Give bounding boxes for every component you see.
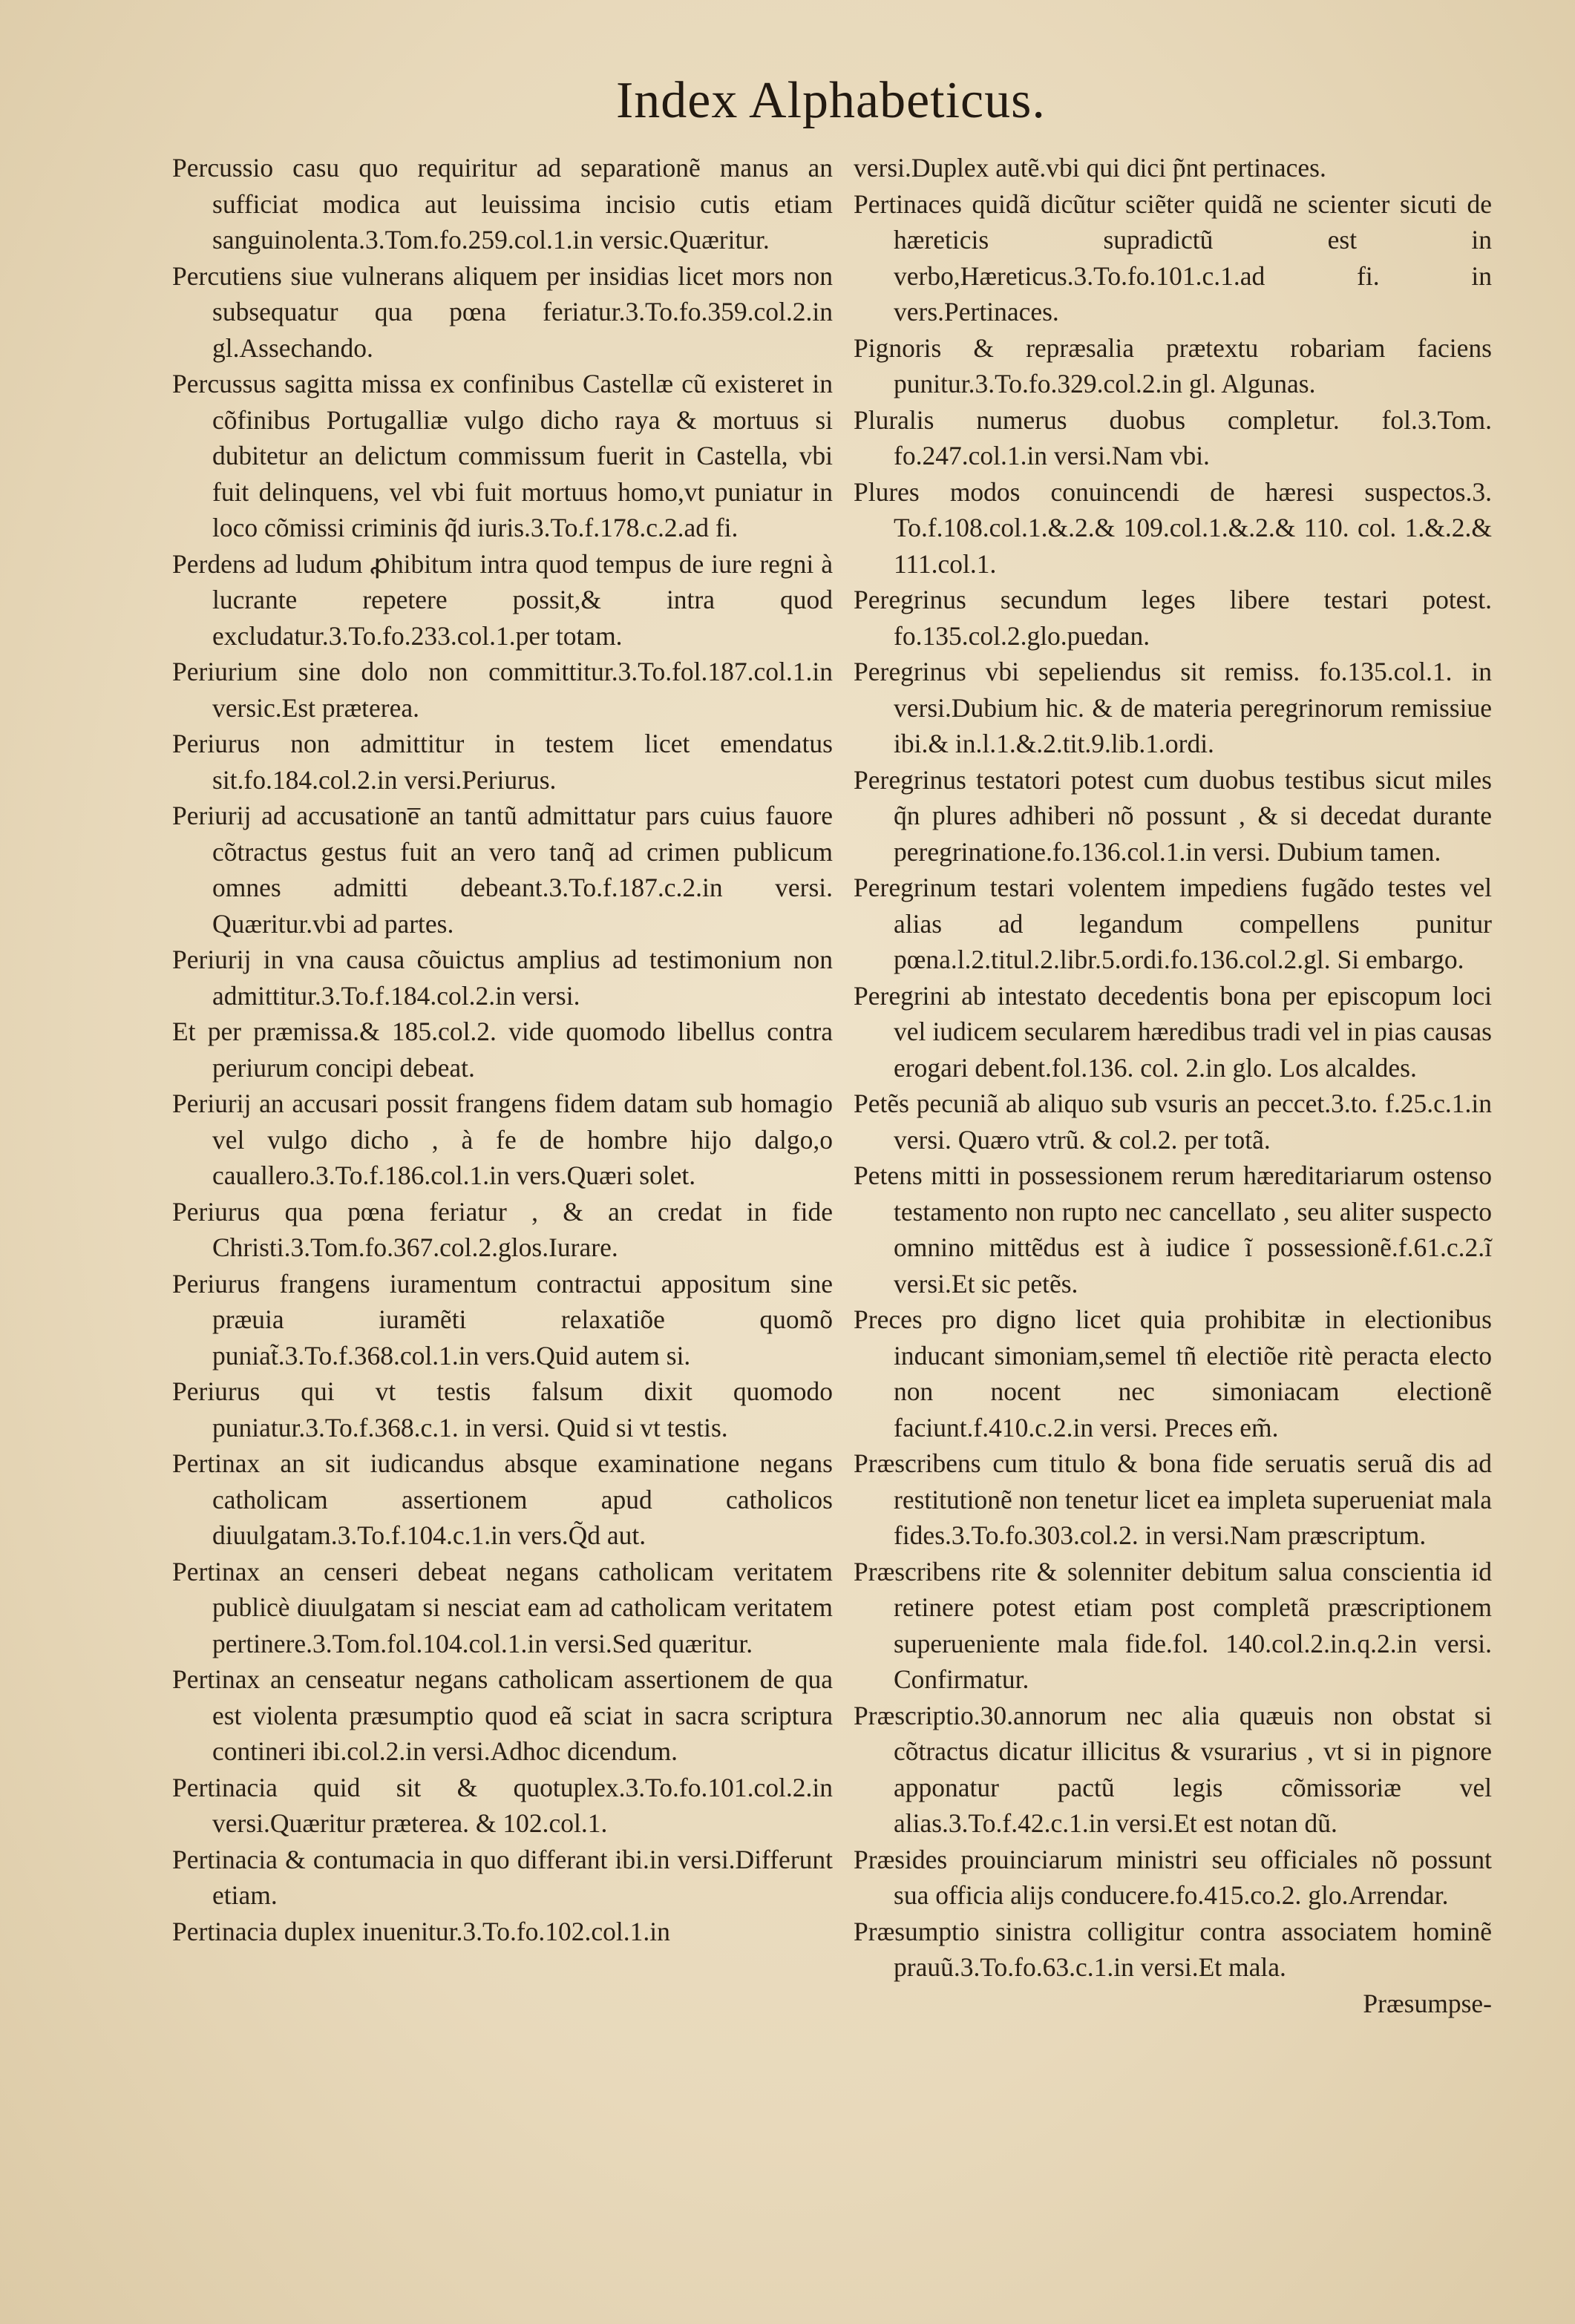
index-entry: Et per præmissa.& 185.col.2. vide quomodo libellus contra periurum concipi debeat. bbox=[172, 1017, 833, 1083]
index-entry: Præscribens rite & solenniter debitum salua conscientia id retinere potest etiam post completã præscriptionem superueniente mala fide.fol. 140.col.2.in.q.2.in versi. Confirmatur. bbox=[854, 1556, 1492, 1694]
left-column bbox=[172, 150, 833, 1949]
index-entry: Pertinax an censeri debeat negans catholicam veritatem publicè diuulgatam si nesciat eam ad catholicam veritatem pertinere.3.Tom.fol.104.col.1.in versi.Sed quæritur. bbox=[172, 1556, 833, 1658]
index-entry: Periurij ad accusatione̅ an tantũ admittatur pars cuius fauore cõtractus gestus fuit an vero tanq̃ ad crimen publicum omnes admitti debeant.3.To.f.187.c.2.in versi. Quæritur.vbi ad partes. bbox=[172, 801, 833, 939]
index-entry: Pertinax an censeatur negans catholicam assertionem de qua est violenta præsumptio quod eã sciat in sacra scriptura contineri ibi.col.2.in versi.Adhoc dicendum. bbox=[172, 1664, 833, 1766]
index-entry: Præsumptio sinistra colligitur contra associatem hominẽ prauũ.3.To.fo.63.c.1.in versi.Et mala. bbox=[854, 1916, 1492, 1982]
index-entry: Peregrinus vbi sepeliendus sit remiss. fo.135.col.1. in versi.Dubium hic. & de materia peregrinorum remissiue ibi.& in.l.1.&.2.tit.9.lib.1.ordi. bbox=[854, 657, 1492, 758]
index-entry: Periurium sine dolo non committitur.3.To.fol.187.col.1.in versic.Est præterea. bbox=[172, 657, 833, 723]
index-entry: Pertinaces quidã dicũtur sciẽter quidã ne scienter sicuti de hæreticis supradictũ est in verbo,Hæreticus.3.To.fo.101.c.1.ad fi. in vers.Pertinaces. bbox=[854, 188, 1492, 326]
index-entry: versi.Duplex autẽ.vbi qui dici p̃nt pertinaces. bbox=[854, 153, 1326, 183]
index-entry: Præscriptio.30.annorum nec alia quæuis non obstat si cõtractus dicatur illicitus & vsurarius , vt si in pignore apponatur pactũ legis cõmissoriæ vel alias.3.To.f.42.c.1.in versi.Et est notan dũ. bbox=[854, 1700, 1492, 1838]
index-entry: Periurus frangens iuramentum contractui appositum sine præuia iuramẽti relaxatiõe quomõ puniat̃.3.To.f.368.col.1.in vers.Quid autem si. bbox=[172, 1268, 833, 1371]
index-entry: Peregrinus secundum leges libere testari potest. fo.135.col.2.glo.puedan. bbox=[854, 585, 1492, 651]
index-entry: Peregrini ab intestato decedentis bona per episcopum loci vel iudicem secularem hæredibus tradi vel in pias causas erogari debent.fol.136. col. 2.in glo. Los alcaldes. bbox=[854, 980, 1492, 1083]
index-entry: Preces pro digno licet quia prohibitæ in electionibus inducant simoniam,semel tñ electiõe ritè peracta electo non nocent nec simoniacam electionẽ faciunt.f.410.c.2.in versi. Preces em̃. bbox=[854, 1304, 1492, 1442]
index-entry: Percussio casu quo requiritur ad separationẽ manus an sufficiat modica aut leuissima incisio cutis etiam sanguinolenta.3.Tom.fo.259.col.1.in versic.Quæritur. bbox=[172, 153, 833, 255]
index-entry: Pignoris & repræsalia prætextu robariam faciens punitur.3.To.fo.329.col.2.in gl. Algunas. bbox=[854, 332, 1492, 398]
index-entry: Periurus qui vt testis falsum dixit quomodo puniatur.3.To.f.368.c.1. in versi. Quid si vt testis. bbox=[172, 1376, 833, 1442]
index-entry: Pertinax an sit iudicandus absque examinatione negans catholicam assertionem apud catholicos diuulgatam.3.To.f.104.c.1.in vers.Q̃d aut. bbox=[172, 1448, 833, 1550]
index-entry: Petens mitti in possessionem rerum hæreditariarum ostenso testamento non rupto nec cancellato , seu aliter suspecto omnino mittẽdus est à iudice ĩ possessionẽ.f.61.c.2.ĩ versi.Et sic petẽs. bbox=[854, 1161, 1492, 1299]
index-entry: Peregrinum testari volentem impediens fugãdo testes vel alias ad legandum compellens punitur pœna.l.2.titul.2.libr.5.ordi.fo.136.col.2.gl. Si embargo. bbox=[854, 873, 1492, 974]
index-entry: Petẽs pecuniã ab aliquo sub vsuris an peccet.3.to. f.25.c.1.in versi. Quæro vtrũ. & col.2. per totã. bbox=[854, 1089, 1492, 1155]
index-entry: Periurus non admittitur in testem licet emendatus sit.fo.184.col.2.in versi.Periurus. bbox=[172, 729, 833, 795]
index-entry: Pertinacia & contumacia in quo differant ibi.in versi.Differunt etiam. bbox=[172, 1844, 833, 1910]
catchword: Præsumpse- bbox=[1363, 1988, 1492, 2018]
index-entry: Periurus qua pœna feriatur , & an credat in fide Christi.3.Tom.fo.367.col.2.glos.Iurare. bbox=[172, 1196, 833, 1262]
index-entry: Præsides prouinciarum ministri seu officiales nõ possunt sua officia alijs conducere.fo.415.co.2. glo.Arrendar. bbox=[854, 1844, 1492, 1910]
index-entry: Pluralis numerus duobus completur. fol.3.Tom. fo.247.col.1.in versi.Nam vbi. bbox=[854, 404, 1492, 470]
index-entry: Peregrinus testatori potest cum duobus testibus sicut miles q̃n plures adhiberi nõ possunt , & si decedat durante peregrinatione.fo.136.col.1.in versi. Dubium tamen. bbox=[854, 764, 1492, 867]
index-entry: Periurij an accusari possit frangens fidem datam sub homagio vel vulgo dicho , à fe de hombre hijo dalgo,o cauallero.3.To.f.186.col.1.in vers.Quæri solet. bbox=[172, 1089, 833, 1190]
index-entry: Pertinacia duplex inuenitur.3.To.fo.102.col.1.in bbox=[172, 1916, 670, 1946]
index-entry: Pertinacia quid sit & quotuplex.3.To.fo.101.col.2.in versi.Quæritur præterea. & 102.col.1. bbox=[172, 1772, 833, 1838]
right-column bbox=[854, 150, 1492, 2021]
index-entry: Plures modos conuincendi de hæresi suspectos.3. To.f.108.col.1.&.2.& 109.col.1.&.2.& 110. col. 1.&.2.& 111.col.1. bbox=[854, 476, 1492, 579]
index-entry: Perdens ad ludum ꝓhibitum intra quod tempus de iure regni à lucrante repetere possit,& intra quod excludatur.3.To.fo.233.col.1.per totam. bbox=[172, 548, 833, 651]
index-entry: Periurij in vna causa cõuictus amplius ad testimonium non admittitur.3.To.f.184.col.2.in versi. bbox=[172, 945, 833, 1011]
page-title: Index Alphabeticus. bbox=[616, 72, 1046, 129]
index-entry: Præscribens cum titulo & bona fide seruatis seruã dis ad restitutionẽ non tenetur licet ea impleta superueniat mala fides.3.To.fo.303.col.2. in versi.Nam præscriptum. bbox=[854, 1448, 1492, 1550]
index-entry: Percutiens siue vulnerans aliquem per insidias licet mors non subsequatur qua pœna feriatur.3.To.fo.359.col.2.in gl.Assechando. bbox=[172, 260, 833, 363]
index-entry: Percussus sagitta missa ex confinibus Castellæ cũ existeret in cõfinibus Portugalliæ vulgo dicho raya & mortuus si dubitetur an delictum commissum fuerit in Castella, vbi fuit delinquens, vel vbi fuit mortuus homo,vt puniatur in loco cõmissi criminis q̃d iuris.3.To.f.178.c.2.ad fi. bbox=[172, 369, 833, 542]
